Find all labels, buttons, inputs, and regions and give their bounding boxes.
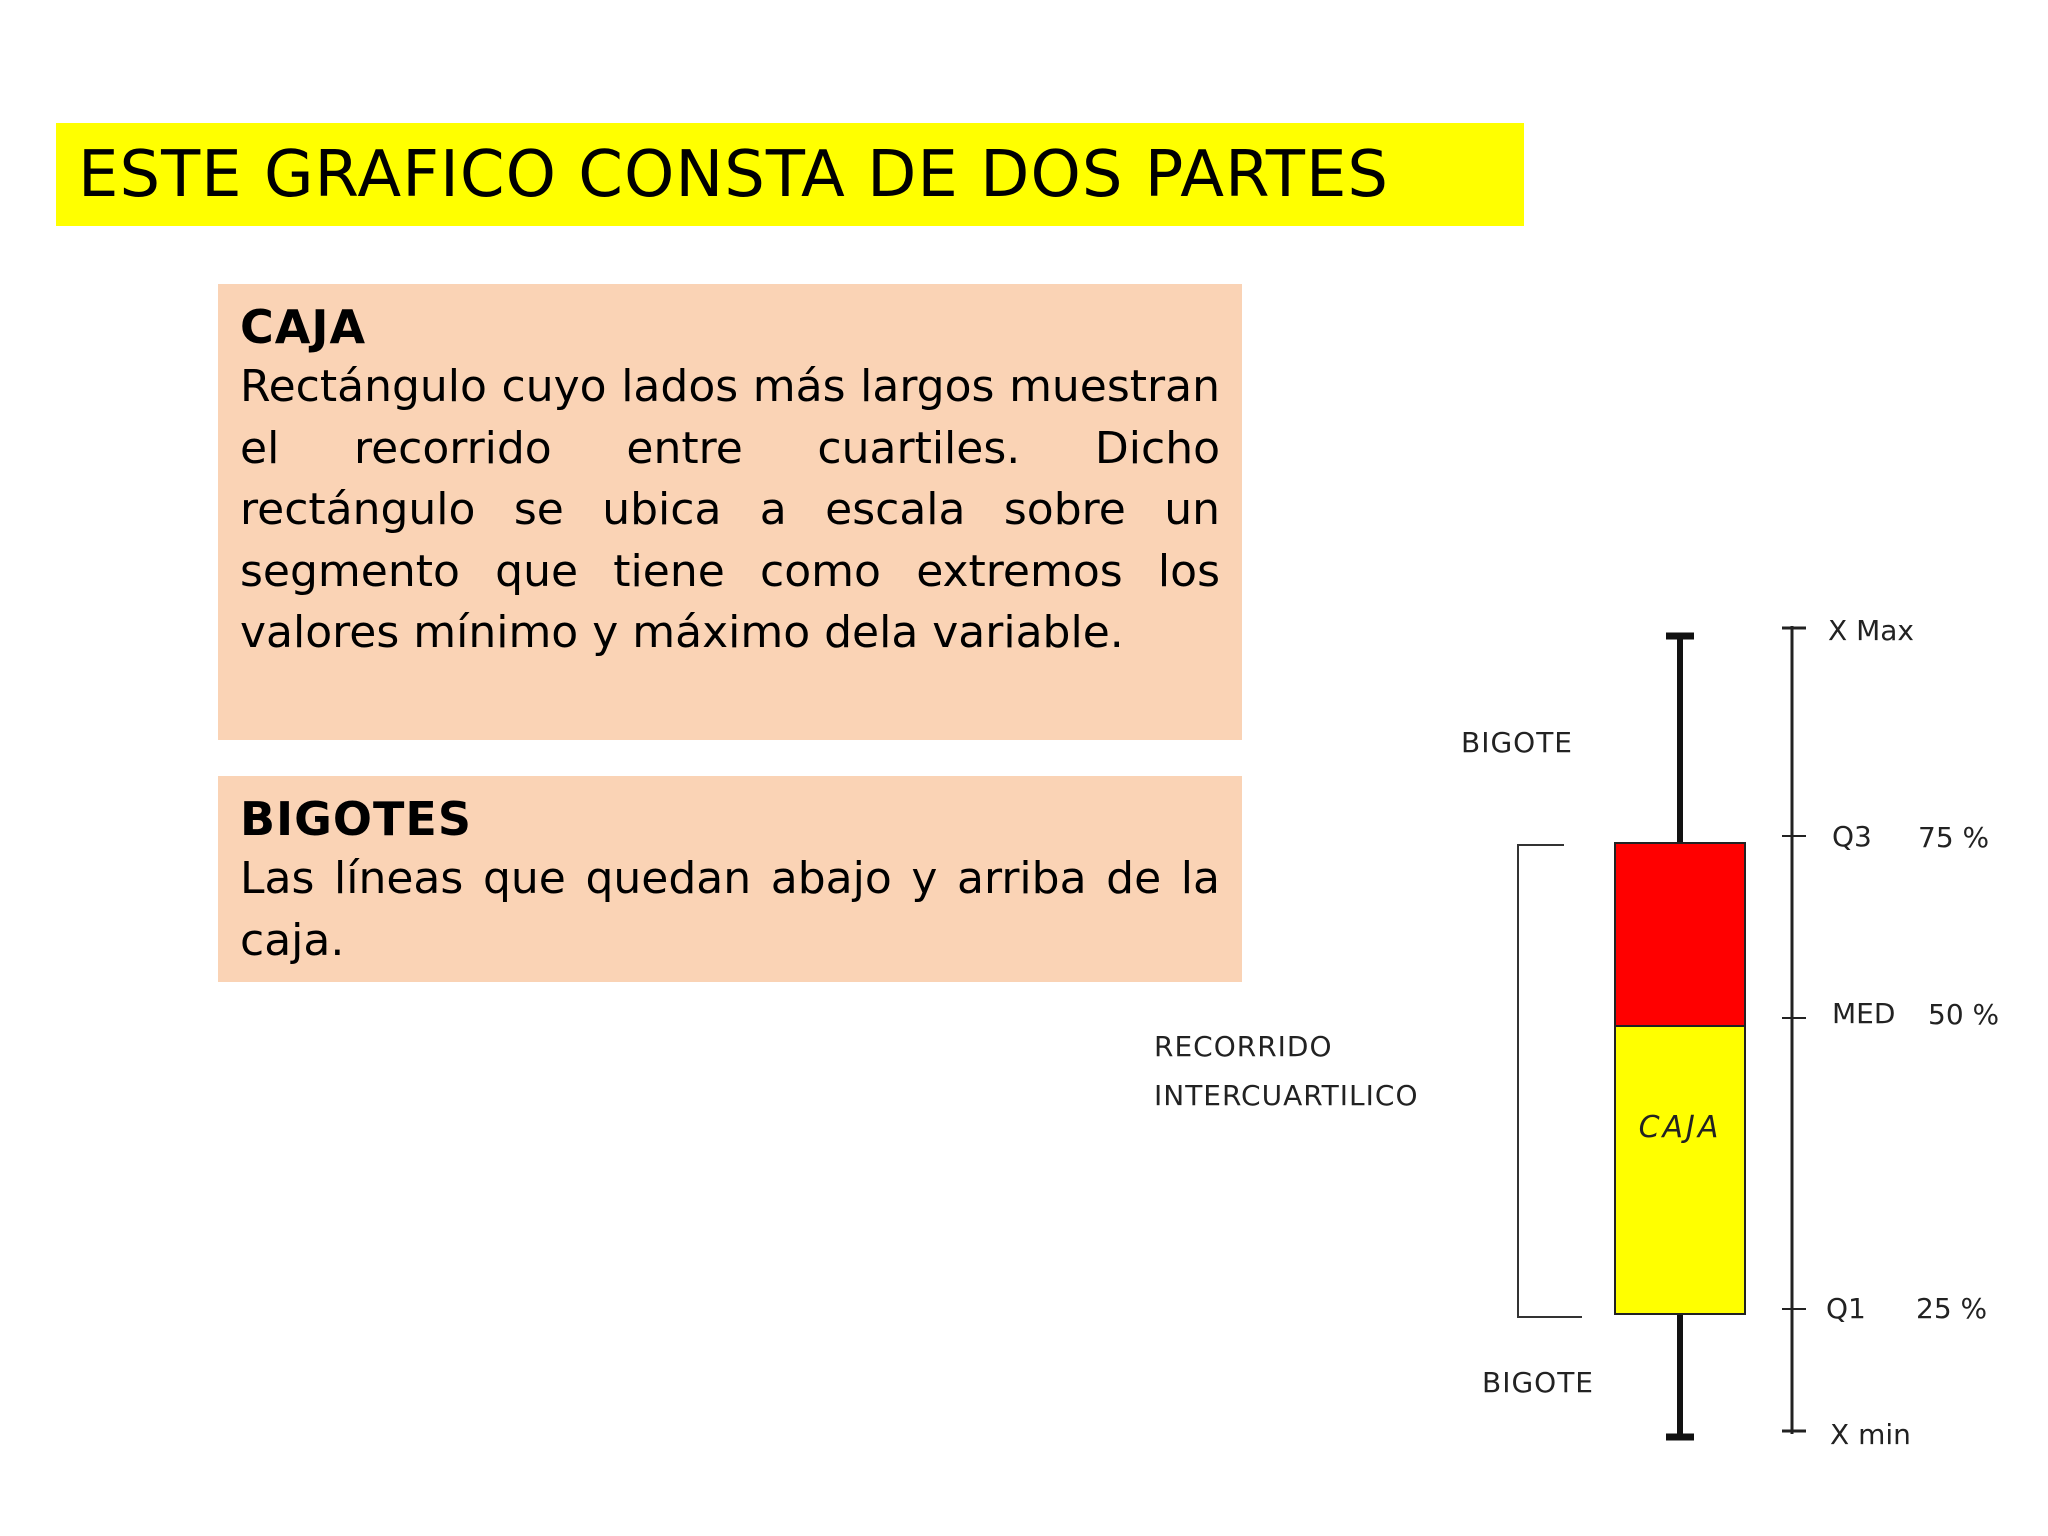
caja-body: Rectángulo cuyo lados más largos muestran el recorrido entre cuartiles. Dicho rectángulo se ubica a escala sobre un segmento que tiene como extremos los valores mínimo y máximo dela variable. [240, 361, 1220, 658]
iqr-bracket [1518, 845, 1582, 1317]
bigotes-body: Las líneas que quedan abajo y arriba de la caja. [240, 853, 1220, 966]
med-percent-label: 50 % [1928, 998, 2000, 1031]
q3-percent-label: 75 % [1918, 821, 1990, 854]
caja-heading: CAJA [240, 300, 367, 354]
box-upper-half [1615, 843, 1745, 1026]
bigote-bottom-label: BIGOTE [1482, 1366, 1594, 1399]
x-max-label: X Max [1828, 614, 1914, 647]
x-min-label: X min [1830, 1418, 1911, 1451]
box-label: CAJA [1638, 1110, 1722, 1145]
bigote-top-label: BIGOTE [1461, 726, 1573, 759]
q3-label: Q3 [1832, 820, 1872, 853]
q1-label: Q1 [1826, 1292, 1866, 1325]
med-label: MED [1832, 997, 1896, 1030]
box-lower-half [1615, 1026, 1745, 1314]
recorrido-label-line2: INTERCUARTILICO [1154, 1079, 1419, 1112]
page-title: ESTE GRAFICO CONSTA DE DOS PARTES [78, 137, 1390, 212]
q1-percent-label: 25 % [1916, 1292, 1988, 1325]
recorrido-label-line1: RECORRIDO [1154, 1030, 1333, 1063]
bigotes-heading: BIGOTES [240, 792, 472, 846]
